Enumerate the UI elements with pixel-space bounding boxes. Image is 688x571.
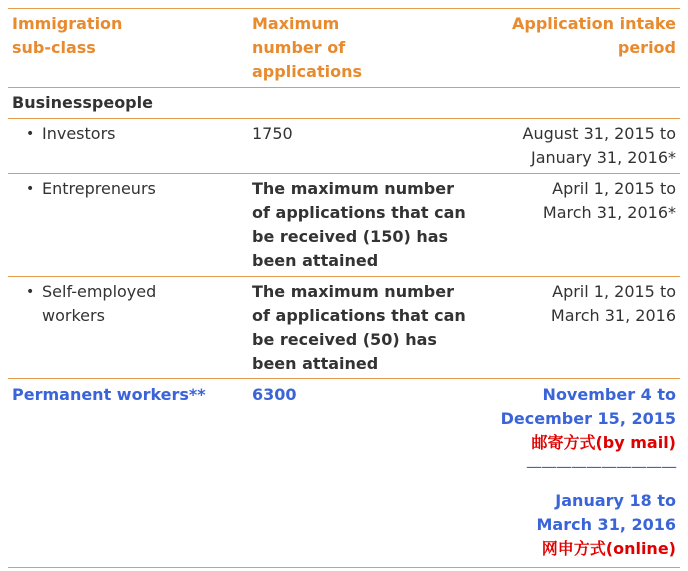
row-max [252, 280, 466, 376]
period-divider: —————————— [526, 457, 676, 476]
row-rule [8, 173, 680, 174]
row-max-line: been attained [252, 354, 379, 373]
period-mail-start: November 4 to [542, 385, 676, 404]
section-title-businesspeople: Businesspeople [12, 93, 153, 112]
header-max-applications [252, 12, 362, 84]
row-period-line: March 31, 2016* [542, 203, 676, 222]
row-period-line: January 31, 2016* [531, 148, 676, 167]
bullet-icon: • [26, 284, 35, 300]
row-max-line: of applications that can [252, 203, 466, 222]
bullet-icon: • [26, 126, 35, 142]
row-max-line: been attained [252, 251, 379, 270]
row-period-line: April 1, 2015 to [552, 179, 676, 198]
row-max-line: be received (150) has [252, 227, 449, 246]
row-name-line: Investors [42, 124, 116, 143]
header-max-line2: number of [252, 38, 346, 57]
row-name-line: Entrepreneurs [42, 179, 156, 198]
header-max-line1: Maximum [252, 14, 340, 33]
header-period-line1: Application intake [511, 14, 676, 33]
row-max-line: be received (50) has [252, 330, 437, 349]
row-max [252, 122, 293, 146]
row-period [551, 280, 676, 328]
period-online-start: January 18 to [555, 491, 676, 510]
row-period [543, 177, 676, 225]
row-max-line: 1750 [252, 124, 293, 143]
header-subclass [12, 12, 122, 60]
header-max-line3: applications [252, 62, 362, 81]
online-note: 网申方式(online) [541, 539, 676, 558]
section-rule [8, 118, 680, 119]
row-max-line: The maximum number [252, 179, 454, 198]
row-name [42, 177, 156, 201]
bullet-icon: • [26, 181, 35, 197]
permanent-workers-max: 6300 [252, 385, 297, 404]
header-intake-period [512, 12, 676, 60]
header-rule [8, 87, 680, 88]
permanent-workers-period [501, 383, 676, 561]
row-period-line: April 1, 2015 to [552, 282, 676, 301]
row-name [42, 280, 156, 328]
row-period [523, 122, 676, 170]
row-name-line: workers [42, 306, 105, 325]
header-subclass-line2: sub-class [12, 38, 96, 57]
row-name-line: Self-employed [42, 282, 157, 301]
header-subclass-line1: Immigration [12, 14, 123, 33]
row-period-line: August 31, 2015 to [522, 124, 676, 143]
row-rule [8, 276, 680, 277]
table-top-rule [8, 8, 680, 9]
period-mail-end: December 15, 2015 [500, 409, 676, 428]
mail-note: 邮寄方式(by mail) [531, 433, 676, 452]
period-online-end: March 31, 2016 [536, 515, 676, 534]
row-max-line: The maximum number [252, 282, 454, 301]
table-bottom-rule [8, 567, 680, 568]
row-name [42, 122, 115, 146]
row-max [252, 177, 466, 273]
row-max-line: of applications that can [252, 306, 466, 325]
row-period-line: March 31, 2016 [550, 306, 676, 325]
row-rule [8, 378, 680, 379]
permanent-workers-name: Permanent workers** [12, 385, 206, 404]
header-period-line2: period [617, 38, 676, 57]
